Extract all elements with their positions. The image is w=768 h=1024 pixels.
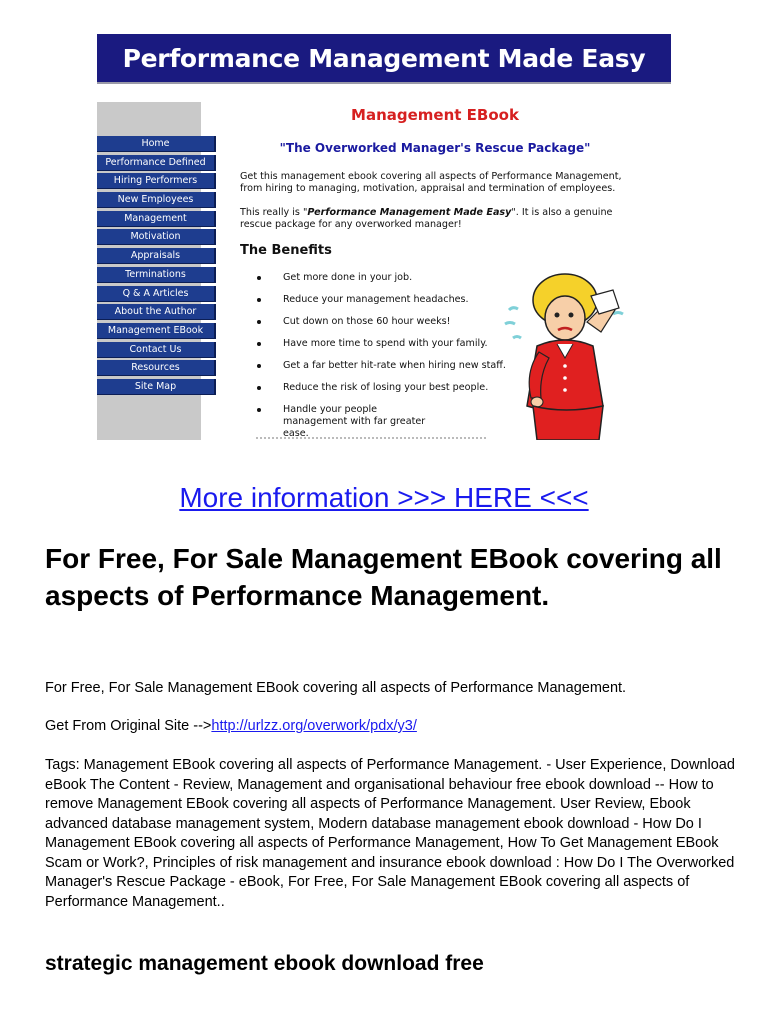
nav-item-resources[interactable]: Resources: [97, 360, 216, 376]
source-url-link[interactable]: http://urlzz.org/overwork/pdx/y3/: [211, 718, 417, 734]
nav-item-management-ebook[interactable]: Management EBook: [97, 323, 216, 339]
benefits-list: [256, 272, 506, 450]
benefit-item: Reduce the risk of losing your best people.: [256, 382, 506, 394]
nav-item-motivation[interactable]: Motivation: [97, 229, 216, 245]
really-line2: rescue package for any overworked manager!: [240, 219, 462, 230]
really-suffix: ". It is also a genuine: [511, 207, 613, 218]
nav-item-appraisals[interactable]: Appraisals: [97, 248, 216, 264]
page-heading: For Free, For Sale Management EBook covering all aspects of Performance Management.: [45, 543, 722, 611]
source-line: [45, 717, 735, 737]
site-banner: [97, 34, 671, 84]
nav-item-performance-defined[interactable]: Performance Defined: [97, 155, 216, 171]
benefit-item: Get a far better hit-rate when hiring new staff.: [256, 360, 506, 372]
overworked-manager-illustration: [495, 262, 635, 440]
banner-title: Performance Management Made Easy: [122, 43, 646, 73]
nav-item-hiring-performers[interactable]: Hiring Performers: [97, 173, 216, 189]
benefit-item: Get more done in your job.: [256, 272, 506, 284]
nav-item-new-employees[interactable]: New Employees: [97, 192, 216, 208]
intro-line: Get this management ebook covering all aspects of Performance Management,: [240, 171, 622, 182]
benefit-item: Handle your people management with far greater ease.: [256, 404, 443, 440]
subheading: strategic management ebook download free: [45, 952, 484, 975]
ebook-title: Management EBook: [351, 106, 519, 124]
source-prefix: Get From Original Site -->: [45, 718, 212, 734]
really-emphasis: Performance Management Made Easy: [307, 207, 512, 218]
nav-item-qa-articles[interactable]: Q & A Articles: [97, 286, 216, 302]
benefits-heading: The Benefits: [240, 243, 332, 258]
ebook-subtitle: "The Overworked Manager's Rescue Package": [279, 141, 591, 155]
nav-item-contact-us[interactable]: Contact Us: [97, 342, 216, 358]
nav-item-home[interactable]: Home: [97, 136, 216, 152]
benefit-item: Cut down on those 60 hour weeks!: [256, 316, 506, 328]
intro-line: from hiring to managing, motivation, appraisal and termination of employees.: [240, 183, 616, 194]
nav-item-terminations[interactable]: Terminations: [97, 267, 216, 283]
benefit-item: Have more time to spend with your family.: [256, 338, 506, 350]
intro-paragraph: [240, 171, 640, 195]
tags-paragraph: Tags: Management EBook covering all aspects of Performance Management. - User Experience, Download eBook The Content - Review, Management and organisational behaviour free ebook download -- How to remove Management EBook covering all aspects of Performance Management. User Review, Ebook advanced database management system, Modern database management ebook download - How Do I Management EBook covering all aspects of Performance Management, How To Get Management EBook Scam or Work?, Principles of risk management and insurance ebook download : How Do I The Overworked Manager's Rescue Package - eBook, For Free, For Sale Management EBook covering all aspects of Performance Management..: [45, 757, 735, 910]
site-nav: [97, 136, 216, 398]
really-paragraph: [240, 207, 640, 231]
benefit-item: Reduce your management headaches.: [256, 294, 506, 306]
nav-item-management[interactable]: Management: [97, 211, 216, 227]
nav-item-about-author[interactable]: About the Author: [97, 304, 216, 320]
nav-item-site-map[interactable]: Site Map: [97, 379, 216, 395]
intro-text: For Free, For Sale Management EBook covering all aspects of Performance Management.: [45, 680, 627, 696]
really-prefix: This really is ": [240, 207, 308, 218]
more-information-link[interactable]: More information >>> HERE <<<: [179, 482, 589, 513]
